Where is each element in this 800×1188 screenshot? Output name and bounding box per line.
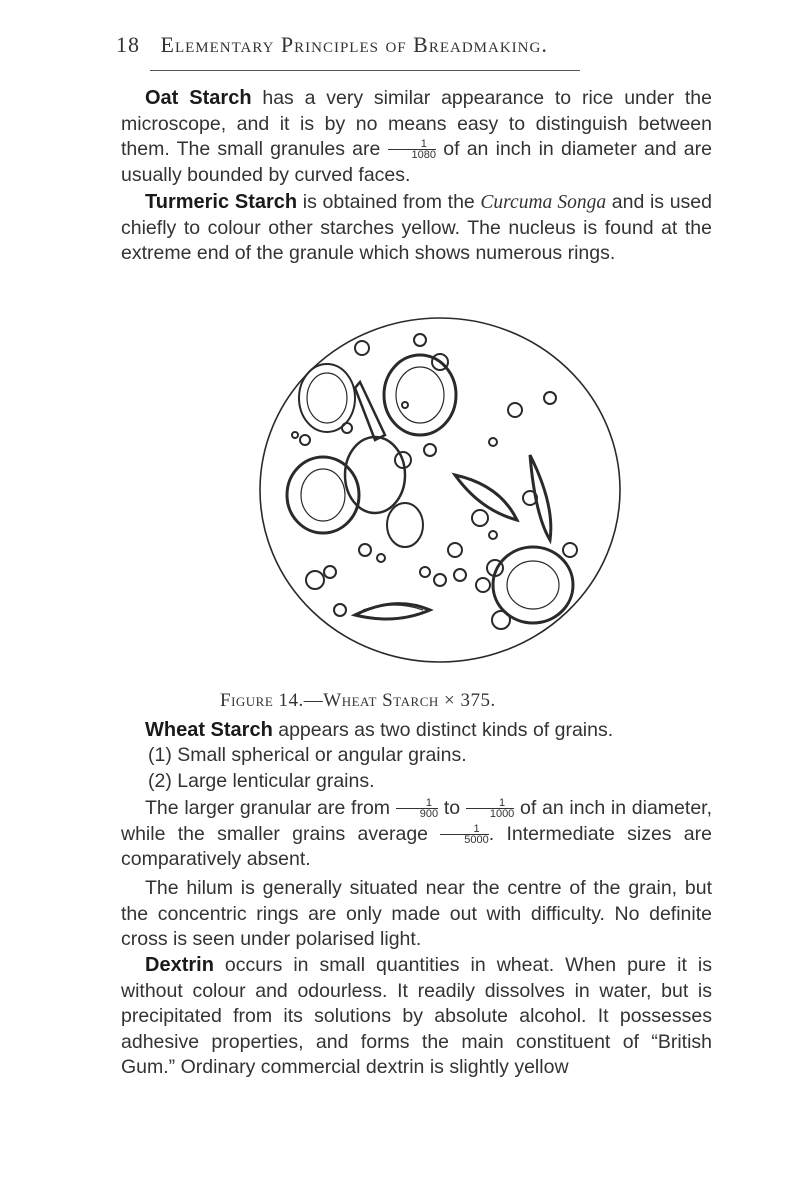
oat-text-1: has a very similar appearance to rice under the microscope, and it is by no means easy to distinguish between them. The small granules are [121,87,712,160]
oat-text-2: of an inch in diameter and are usually bounded by curved faces. [121,138,712,186]
wheat-starch-figure [255,310,625,685]
dextrin-text: occurs in small quantities in wheat. When pure it is without colour and odourless. It readily dissolves in water, but is precipitated from its solutions by absolute alcohol. It possesses adhesive properties, and forms the main constituent of “British Gum.” Ordinary commercial dextrin is slightly yellow [121,954,712,1078]
frac-den: 900 [396,808,438,819]
oat-starch-paragraph [121,86,712,188]
frac-num: 1 [425,797,432,810]
curcuma-songa: Curcuma Songa [480,192,607,213]
frac-num: 1 [473,822,480,835]
header-rule [150,70,580,71]
wheat-p2-d: . Intermediate sizes are comparatively absent. [121,822,712,870]
turmeric-starch-paragraph [121,190,712,267]
frac-den: 5000 [440,834,488,845]
dextrin-paragraph [121,953,712,1081]
wheat-p2-a: The larger granular are from [145,797,396,819]
frac-num: 1 [499,797,506,810]
fraction-1000 [466,798,514,819]
wheat-starch-heading: Wheat Starch [145,719,273,741]
microscope-field-illustration [255,310,625,685]
frac-den: 1000 [466,808,514,819]
turmeric-text-2: and is used chiefly to colour other starches yellow. The nucleus is found at the extreme end of the granule which shows numerous rings. [121,191,712,264]
wheat-sizes-paragraph [121,796,712,873]
wheat-p2-b: to [438,797,466,819]
turmeric-starch-heading: Turmeric Starch [145,191,298,213]
wheat-p2-c: of an inch in diameter, while the smaller grains average [121,797,712,845]
wheat-text-1: appears as two distinct kinds of grains. [272,719,614,741]
running-title: Elementary Principles of Breadmaking. [160,32,548,57]
fraction-900 [396,798,438,819]
list-item: (1) Small spherical or angular grains. [148,744,467,766]
frac-den: 1080 [388,149,436,160]
figure-caption: Figure 14.—Wheat Starch × 375. [220,690,496,711]
frac-num: 1 [420,138,427,151]
fraction-1080 [388,139,436,160]
list-item: (2) Large lenticular grains. [148,770,375,792]
wheat-starch-paragraph [121,718,712,744]
turmeric-text-1: is obtained from the [297,191,481,213]
running-head [116,32,676,58]
page-number: 18 [116,32,140,57]
dextrin-heading: Dextrin [145,954,214,976]
oat-starch-heading: Oat Starch [145,87,252,109]
wheat-hilum-paragraph: The hilum is generally situated near the centre of the grain, but the concentric rings are only made out with difficulty. No definite cross is seen under polarised light. [121,877,712,950]
fraction-5000 [440,824,488,845]
